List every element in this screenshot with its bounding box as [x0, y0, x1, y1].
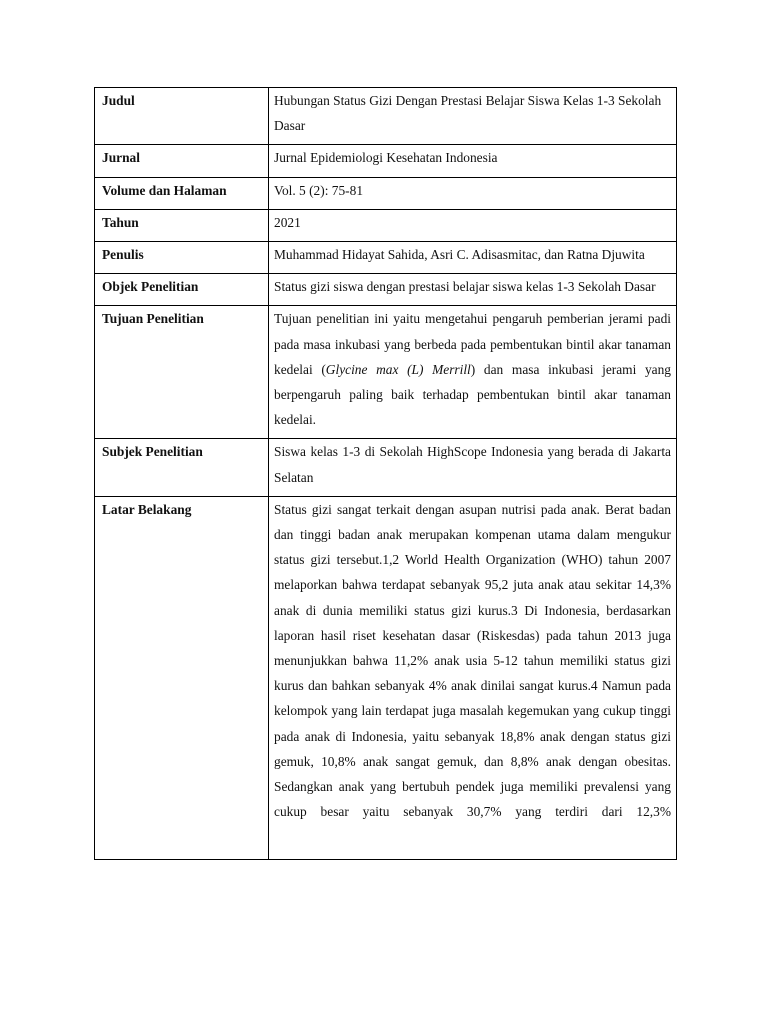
row-label-tujuan: Tujuan Penelitian: [95, 306, 269, 439]
row-value-objek: Status gizi siswa dengan prestasi belajar siswa kelas 1-3 Sekolah Dasar: [269, 274, 677, 306]
row-value-tujuan: [269, 306, 677, 439]
row-label-penulis: Penulis: [95, 242, 269, 274]
row-value-subjek: Siswa kelas 1-3 di Sekolah HighScope Indonesia yang berada di Jakarta Selatan: [269, 439, 677, 496]
tujuan-text-a: Tujuan penelitian ini yaitu mengetahui pengaruh pemberian jerami padi pada masa inkubasi yang berbeda pada pembentukan bintil akar tanaman kedelai (: [274, 311, 671, 377]
table-row: [95, 242, 677, 274]
row-value-volume: Vol. 5 (2): 75-81: [269, 177, 677, 209]
table-row: [95, 177, 677, 209]
table-row: [95, 88, 677, 145]
tujuan-text-b: ) dan masa inkubasi jerami yang berpengaruh paling baik terhadap pembentukan bintil akar tanaman kedelai.: [274, 361, 672, 428]
table-row: [95, 145, 677, 177]
table-row: [95, 306, 677, 439]
row-label-judul: Judul: [95, 88, 269, 145]
row-label-latar: Latar Belakang: [95, 496, 269, 859]
row-label-subjek: Subjek Penelitian: [95, 439, 269, 496]
row-label-volume: Volume dan Halaman: [95, 177, 269, 209]
row-value-judul: Hubungan Status Gizi Dengan Prestasi Belajar Siswa Kelas 1-3 Sekolah Dasar: [269, 88, 677, 145]
row-value-jurnal: Jurnal Epidemiologi Kesehatan Indonesia: [269, 145, 677, 177]
table-row: [95, 274, 677, 306]
table-row: [95, 209, 677, 241]
row-label-jurnal: Jurnal: [95, 145, 269, 177]
latar-belakang-text: Status gizi sangat terkait dengan asupan nutrisi pada anak. Berat badan dan tinggi badan anak merupakan kompenan utama dalam mengukur status gizi tersebut.1,2 World Health Organization (WHO) tahun 2007 melaporkan bahwa terdapat sebanyak 95,2 juta anak atau sekitar 14,3% anak di dunia memiliki status gizi kurus.3 Di Indonesia, berdasarkan laporan hasil riset kesehatan dasar (Riskesdas) pada tahun 2013 juga menunjukkan bahwa 11,2% anak usia 5-12 tahun memiliki status gizi kurus dan bahkan sebanyak 4% anak dinilai sangat kurus.4 Namun pada kelompok yang lain terdapat juga masalah kegemukan yang cukup tinggi pada anak di Indonesia, yaitu sebanyak 18,8% anak dengan status gizi gemuk, 10,8% anak sangat gemuk, dan 8,8% anak dengan obesitas. Sedangkan anak yang bertubuh pendek juga memiliki prevalensi yang cukup besar yaitu sebanyak 30,7% yang terdiri dari 12,3%: [274, 501, 671, 820]
row-value-tahun: 2021: [269, 209, 677, 241]
row-label-objek: Objek Penelitian: [95, 274, 269, 306]
row-value-penulis: Muhammad Hidayat Sahida, Asri C. Adisasmitac, dan Ratna Djuwita: [269, 242, 677, 274]
tujuan-text-italic: Glycine max (L) Merrill: [325, 361, 471, 377]
journal-review-table: [94, 87, 677, 860]
row-label-tahun: Tahun: [95, 209, 269, 241]
table-row: [95, 496, 677, 859]
table-row: [95, 439, 677, 496]
row-value-latar: [269, 496, 677, 859]
